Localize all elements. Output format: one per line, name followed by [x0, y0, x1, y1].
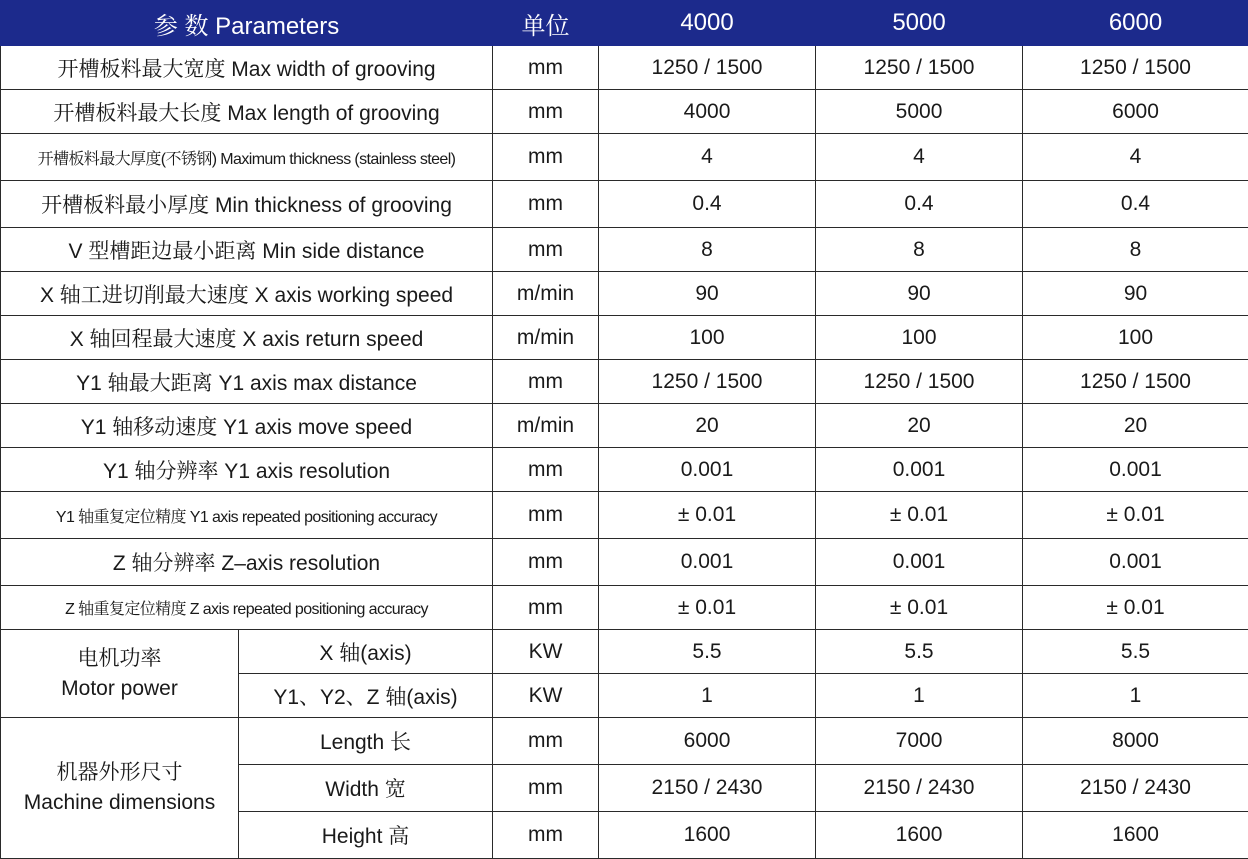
param-unit: m/min — [493, 316, 599, 360]
table-row — [1, 630, 1248, 674]
header-model-4000: 4000 — [599, 1, 816, 46]
param-label: 开槽板料最大长度 Max length of grooving — [1, 90, 493, 134]
value-5000: 20 — [816, 404, 1023, 448]
param-unit: mm — [493, 360, 599, 404]
param-unit: mm — [493, 448, 599, 492]
machine-dimensions-en: Machine dimensions — [1, 788, 238, 818]
param-unit: mm — [493, 228, 599, 272]
value-4000: 6000 — [599, 718, 816, 765]
param-sublabel: Length 长 — [239, 718, 493, 765]
value-6000: 4 — [1023, 134, 1248, 181]
value-4000: 5.5 — [599, 630, 816, 674]
param-unit: mm — [493, 765, 599, 812]
value-6000: 1250 / 1500 — [1023, 360, 1248, 404]
value-5000: 5000 — [816, 90, 1023, 134]
param-sublabel: Y1、Y2、Z 轴(axis) — [239, 674, 493, 718]
machine-dimensions-group — [1, 718, 239, 859]
param-unit: KW — [493, 674, 599, 718]
table-row — [1, 90, 1248, 134]
table-row — [1, 46, 1248, 90]
table-row — [1, 448, 1248, 492]
param-unit: KW — [493, 630, 599, 674]
param-label: Z 轴重复定位精度 Z axis repeated positioning accuracy — [1, 586, 493, 630]
value-5000: 1250 / 1500 — [816, 46, 1023, 90]
value-6000: 100 — [1023, 316, 1248, 360]
value-4000: 4 — [599, 134, 816, 181]
header-unit: 单位 — [493, 1, 599, 46]
table-row — [1, 228, 1248, 272]
value-5000: 4 — [816, 134, 1023, 181]
value-5000: 1600 — [816, 812, 1023, 859]
value-6000: 5.5 — [1023, 630, 1248, 674]
value-4000: 0.001 — [599, 539, 816, 586]
param-unit: mm — [493, 812, 599, 859]
machine-dimensions-cn: 机器外形尺寸 — [1, 758, 238, 788]
value-4000: 2150 / 2430 — [599, 765, 816, 812]
param-unit: m/min — [493, 404, 599, 448]
motor-power-en: Motor power — [1, 674, 238, 704]
value-6000: 90 — [1023, 272, 1248, 316]
param-sublabel: Height 高 — [239, 812, 493, 859]
value-6000: 0.001 — [1023, 539, 1248, 586]
table-row — [1, 539, 1248, 586]
param-label: Y1 轴分辨率 Y1 axis resolution — [1, 448, 493, 492]
value-5000: 8 — [816, 228, 1023, 272]
param-label: 开槽板料最小厚度 Min thickness of grooving — [1, 181, 493, 228]
param-unit: mm — [493, 718, 599, 765]
value-6000: 2150 / 2430 — [1023, 765, 1248, 812]
value-5000: 0.001 — [816, 539, 1023, 586]
value-4000: 0.4 — [599, 181, 816, 228]
value-4000: 1250 / 1500 — [599, 46, 816, 90]
param-unit: mm — [493, 492, 599, 539]
param-unit: mm — [493, 46, 599, 90]
value-6000: ± 0.01 — [1023, 586, 1248, 630]
param-unit: mm — [493, 539, 599, 586]
value-6000: ± 0.01 — [1023, 492, 1248, 539]
value-4000: 0.001 — [599, 448, 816, 492]
param-label: Y1 轴移动速度 Y1 axis move speed — [1, 404, 493, 448]
value-6000: 1 — [1023, 674, 1248, 718]
value-4000: 1 — [599, 674, 816, 718]
param-sublabel: Width 宽 — [239, 765, 493, 812]
table-row — [1, 718, 1248, 765]
value-6000: 0.4 — [1023, 181, 1248, 228]
param-unit: m/min — [493, 272, 599, 316]
value-6000: 0.001 — [1023, 448, 1248, 492]
param-unit: mm — [493, 181, 599, 228]
table-row — [1, 134, 1248, 181]
table-row — [1, 404, 1248, 448]
table-row — [1, 272, 1248, 316]
header-model-6000: 6000 — [1023, 1, 1248, 46]
table-row — [1, 316, 1248, 360]
value-4000: 8 — [599, 228, 816, 272]
value-4000: ± 0.01 — [599, 492, 816, 539]
param-label: 开槽板料最大宽度 Max width of grooving — [1, 46, 493, 90]
value-6000: 1600 — [1023, 812, 1248, 859]
param-label: Z 轴分辨率 Z–axis resolution — [1, 539, 493, 586]
value-5000: 2150 / 2430 — [816, 765, 1023, 812]
value-6000: 20 — [1023, 404, 1248, 448]
value-6000: 6000 — [1023, 90, 1248, 134]
value-5000: 0.001 — [816, 448, 1023, 492]
value-5000: ± 0.01 — [816, 492, 1023, 539]
value-6000: 8 — [1023, 228, 1248, 272]
param-label: Y1 轴最大距离 Y1 axis max distance — [1, 360, 493, 404]
value-5000: 100 — [816, 316, 1023, 360]
value-5000: 1 — [816, 674, 1023, 718]
value-5000: 0.4 — [816, 181, 1023, 228]
header-model-5000: 5000 — [816, 1, 1023, 46]
value-4000: ± 0.01 — [599, 586, 816, 630]
value-5000: 1250 / 1500 — [816, 360, 1023, 404]
header-row — [1, 1, 1248, 46]
param-unit: mm — [493, 586, 599, 630]
value-5000: 7000 — [816, 718, 1023, 765]
value-6000: 8000 — [1023, 718, 1248, 765]
param-label: X 轴回程最大速度 X axis return speed — [1, 316, 493, 360]
value-4000: 4000 — [599, 90, 816, 134]
param-label: V 型槽距边最小距离 Min side distance — [1, 228, 493, 272]
motor-power-cn: 电机功率 — [1, 644, 238, 674]
param-unit: mm — [493, 90, 599, 134]
table-row — [1, 181, 1248, 228]
table-row — [1, 586, 1248, 630]
param-unit: mm — [493, 134, 599, 181]
value-5000: ± 0.01 — [816, 586, 1023, 630]
value-6000: 1250 / 1500 — [1023, 46, 1248, 90]
value-4000: 1250 / 1500 — [599, 360, 816, 404]
param-label: 开槽板料最大厚度(不锈钢) Maximum thickness (stainless steel) — [1, 134, 493, 181]
param-label: Y1 轴重复定位精度 Y1 axis repeated positioning accuracy — [1, 492, 493, 539]
table-row — [1, 492, 1248, 539]
table-row — [1, 360, 1248, 404]
value-4000: 1600 — [599, 812, 816, 859]
value-4000: 20 — [599, 404, 816, 448]
header-parameters: 参 数 Parameters — [1, 1, 493, 46]
value-4000: 100 — [599, 316, 816, 360]
motor-power-group — [1, 630, 239, 718]
value-5000: 5.5 — [816, 630, 1023, 674]
param-label: X 轴工进切削最大速度 X axis working speed — [1, 272, 493, 316]
value-5000: 90 — [816, 272, 1023, 316]
param-sublabel: X 轴(axis) — [239, 630, 493, 674]
value-4000: 90 — [599, 272, 816, 316]
